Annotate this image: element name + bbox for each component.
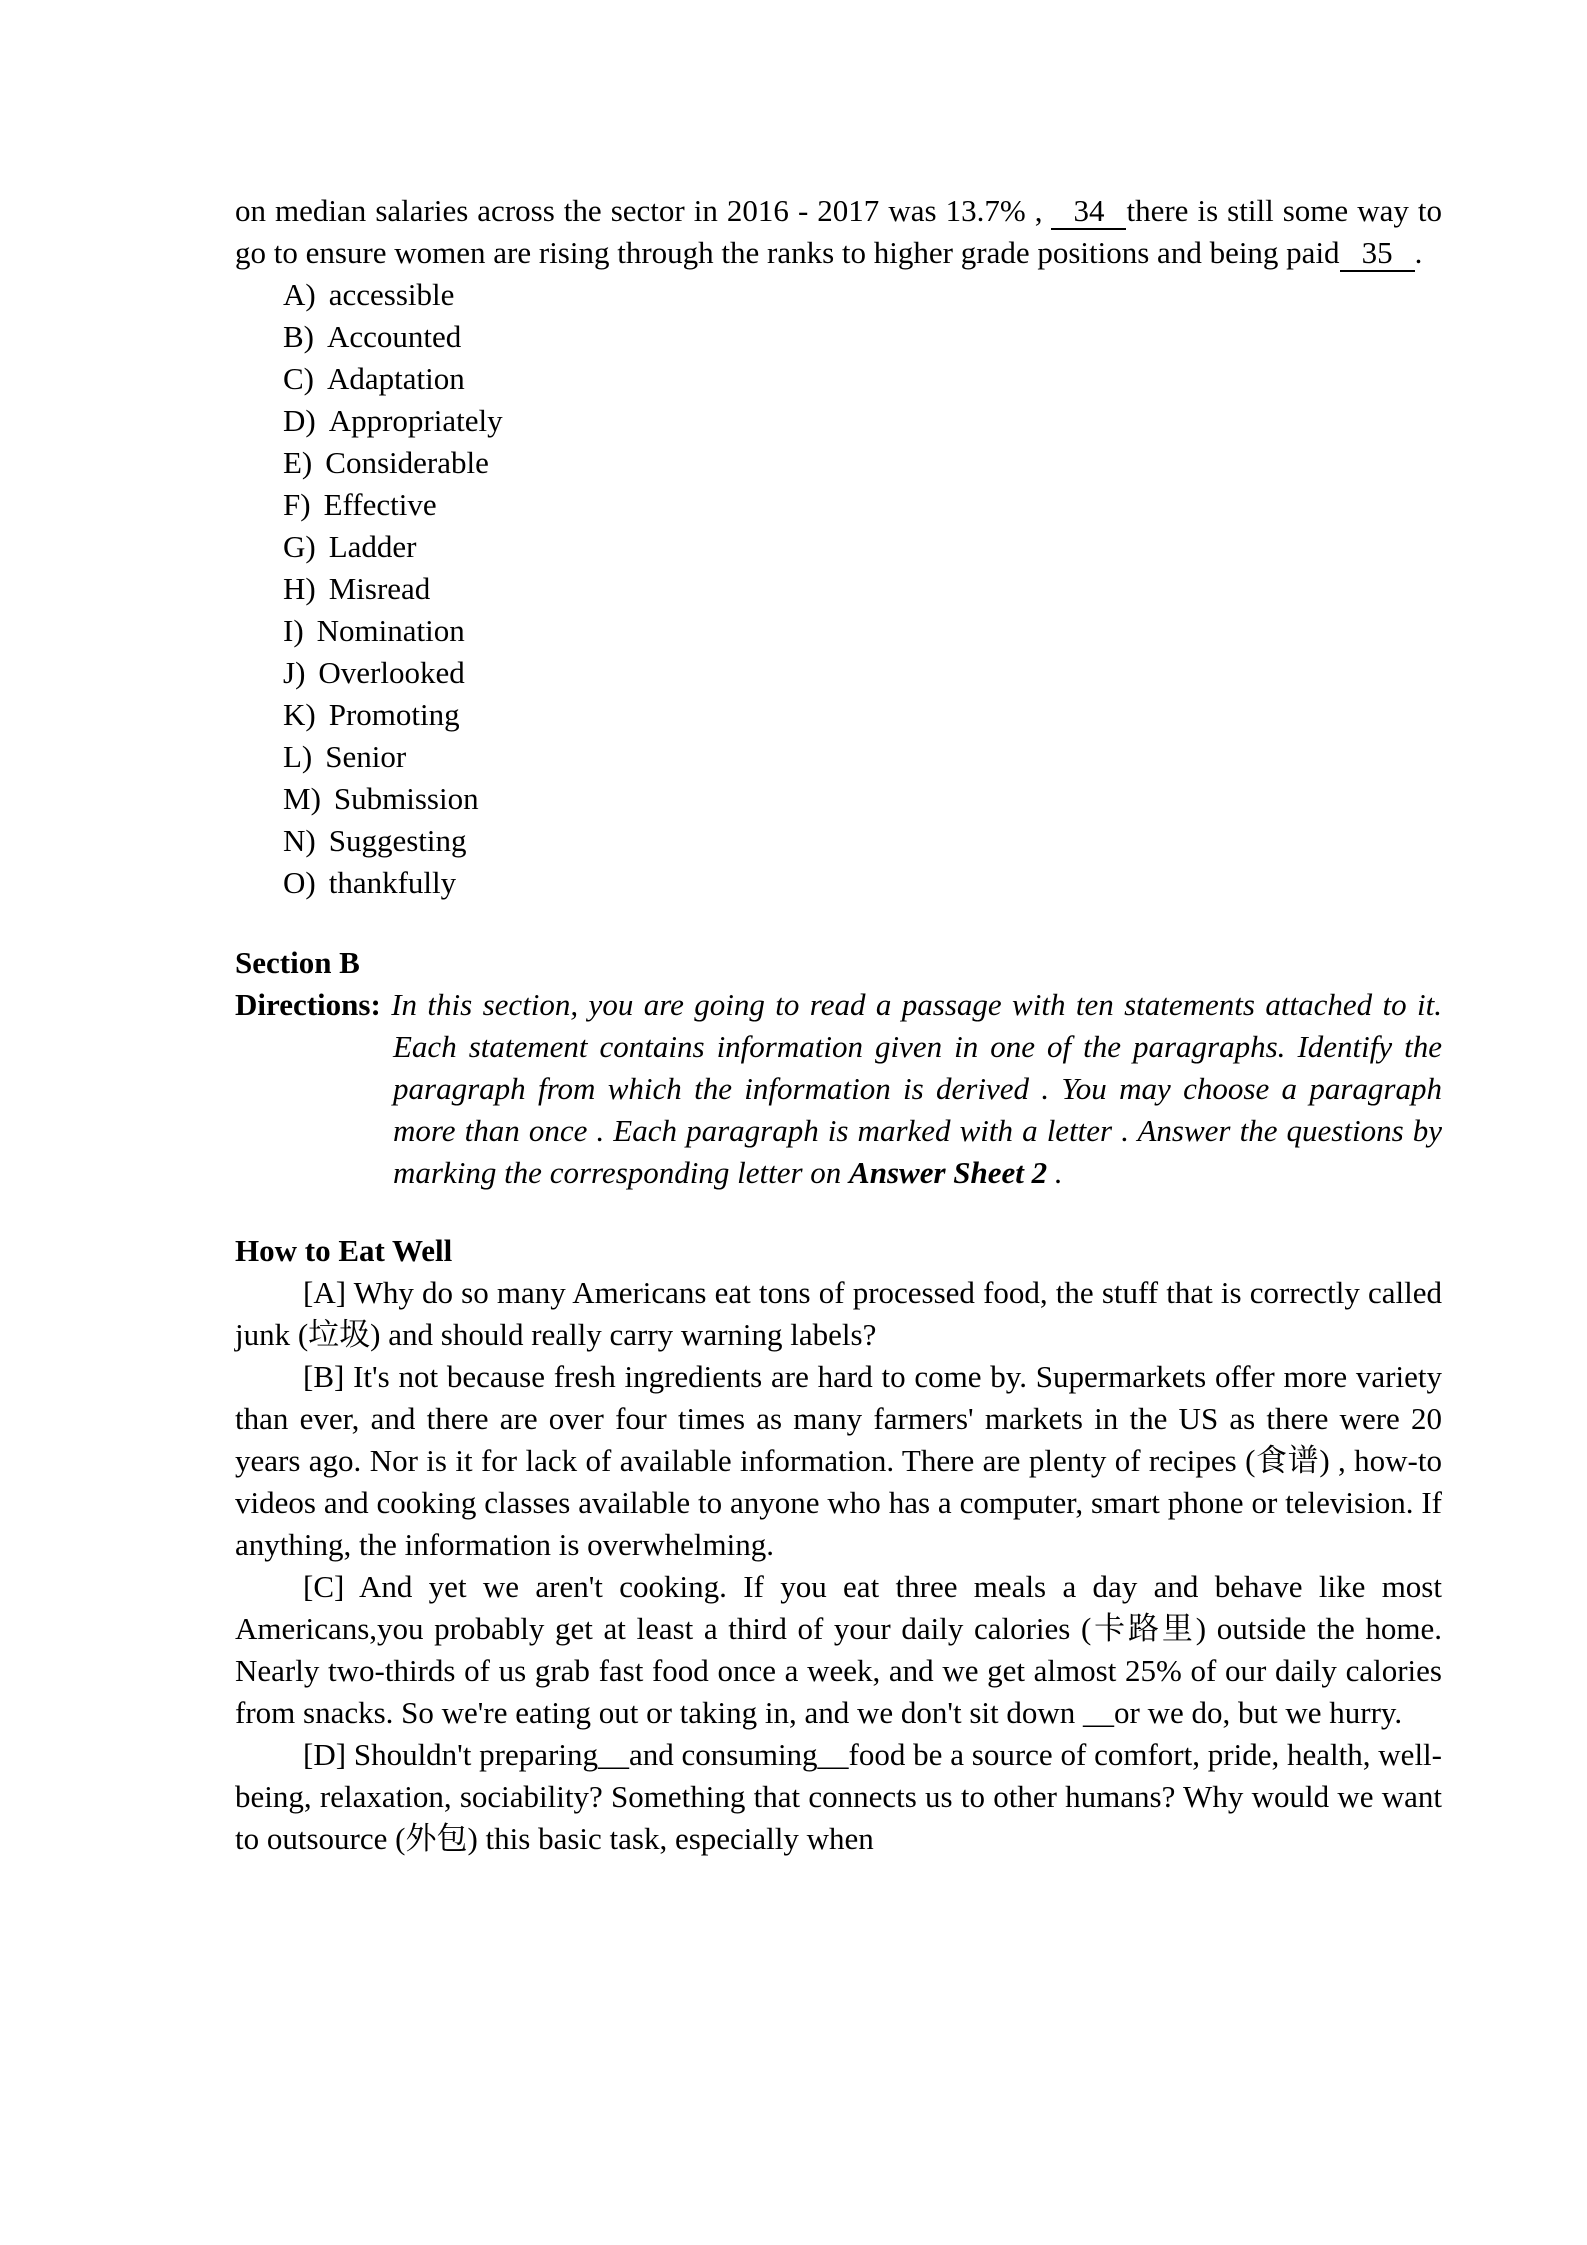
word-bank-option-b (283, 316, 1442, 358)
intro-text-after-blank-34: there is still some way to go to ensure women are rising through the ranks to higher grade positions and being paid (235, 193, 1442, 270)
option-e-letter: E) (283, 445, 313, 480)
option-d-word: Appropriately (328, 403, 503, 438)
word-bank-option-d (283, 400, 1442, 442)
paragraph-d: [D] Shouldn't preparing__and consuming__food be a source of comfort, pride, health, well-being, relaxation, sociability? Something that connects us to other humans? Why would we want to outsource (外包) this basic task, especially when (235, 1737, 1442, 1856)
word-bank-option-n (283, 820, 1442, 862)
option-c-letter: C) (283, 361, 314, 396)
blank-35 (1340, 236, 1415, 272)
option-h-letter: H) (283, 571, 316, 606)
option-a-letter: A) (283, 277, 316, 312)
option-f-letter: F) (283, 487, 311, 522)
directions-tail-text: . (1047, 1155, 1063, 1190)
word-bank-option-c (283, 358, 1442, 400)
option-o-word: thankfully (328, 865, 457, 900)
option-g-word: Ladder (328, 529, 417, 564)
option-l-word: Senior (325, 739, 407, 774)
option-b-letter: B) (283, 319, 314, 354)
word-bank-option-k (283, 694, 1442, 736)
word-bank-option-j (283, 652, 1442, 694)
passage-title: How to Eat Well (235, 1233, 453, 1268)
section-b-heading: Section B (235, 945, 360, 980)
option-m-word: Submission (333, 781, 479, 816)
blank-35-number: 35 (1361, 235, 1393, 270)
option-n-word: Suggesting (328, 823, 467, 858)
option-j-word: Overlooked (318, 655, 465, 690)
word-bank-option-l (283, 736, 1442, 778)
option-d-letter: D) (283, 403, 316, 438)
option-i-letter: I) (283, 613, 304, 648)
option-i-word: Nomination (316, 613, 465, 648)
word-bank-option-m (283, 778, 1442, 820)
option-j-letter: J) (283, 655, 306, 690)
option-f-word: Effective (323, 487, 437, 522)
word-bank-option-e (283, 442, 1442, 484)
option-n-letter: N) (283, 823, 316, 858)
word-bank-option-g (283, 526, 1442, 568)
directions-label: Directions: (235, 987, 381, 1022)
option-k-word: Promoting (328, 697, 460, 732)
word-bank-option-i (283, 610, 1442, 652)
option-k-letter: K) (283, 697, 316, 732)
option-o-letter: O) (283, 865, 316, 900)
option-h-word: Misread (328, 571, 431, 606)
intro-paragraph (235, 190, 1442, 274)
directions-paragraph (235, 984, 1442, 1194)
word-bank-option-a (283, 274, 1442, 316)
option-m-letter: M) (283, 781, 321, 816)
paragraph-c: [C] And yet we aren't cooking. If you eat three meals a day and behave like most Americans,you probably get at least a third of your daily calories (卡路里) outside the home. Nearly two-thirds of us grab fast food once a week, and we get almost 25% of our daily calories from snacks. So we're eating out or taking in, and we don't sit down __or we do, but we hurry. (235, 1569, 1442, 1730)
option-c-word: Adaptation (327, 361, 465, 396)
intro-text-before-blank-34: on median salaries across the sector in 2016 - 2017 was 13.7% , (235, 193, 1052, 228)
word-bank-option-f (283, 484, 1442, 526)
paragraph-a: [A] Why do so many Americans eat tons of processed food, the stuff that is correctly called junk (垃圾) and should really carry warning labels? (235, 1275, 1442, 1352)
option-g-letter: G) (283, 529, 316, 564)
directions-body-text: In this section, you are going to read a passage with ten statements attached to it. Each statement contains information given in one of the paragraphs. Identify the paragraph from which the information is derived . You may choose a paragraph more than once . Each paragraph is marked with a letter . Answer the questions by marking the corresponding letter on (391, 987, 1443, 1190)
word-bank-option-list (235, 274, 1442, 904)
intro-text-after-blank-35: . (1414, 235, 1423, 270)
paragraph-b: [B] It's not because fresh ingredients are hard to come by. Supermarkets offer more variety than ever, and there are over four times as many farmers' markets in the US as there were 20 years ago. Nor is it for lack of available information. There are plenty of recipes (食谱) , how-to videos and cooking classes available to anyone who has a computer, smart phone or television. If anything, the information is overwhelming. (235, 1359, 1442, 1562)
option-a-word: accessible (328, 277, 455, 312)
option-b-word: Accounted (327, 319, 462, 354)
word-bank-option-h (283, 568, 1442, 610)
directions-answer-sheet-emphasis: Answer Sheet 2 (849, 1155, 1048, 1190)
word-bank-option-o (283, 862, 1442, 904)
option-e-word: Considerable (325, 445, 489, 480)
blank-34 (1051, 194, 1126, 230)
option-l-letter: L) (283, 739, 313, 774)
blank-34-number: 34 (1073, 193, 1105, 228)
